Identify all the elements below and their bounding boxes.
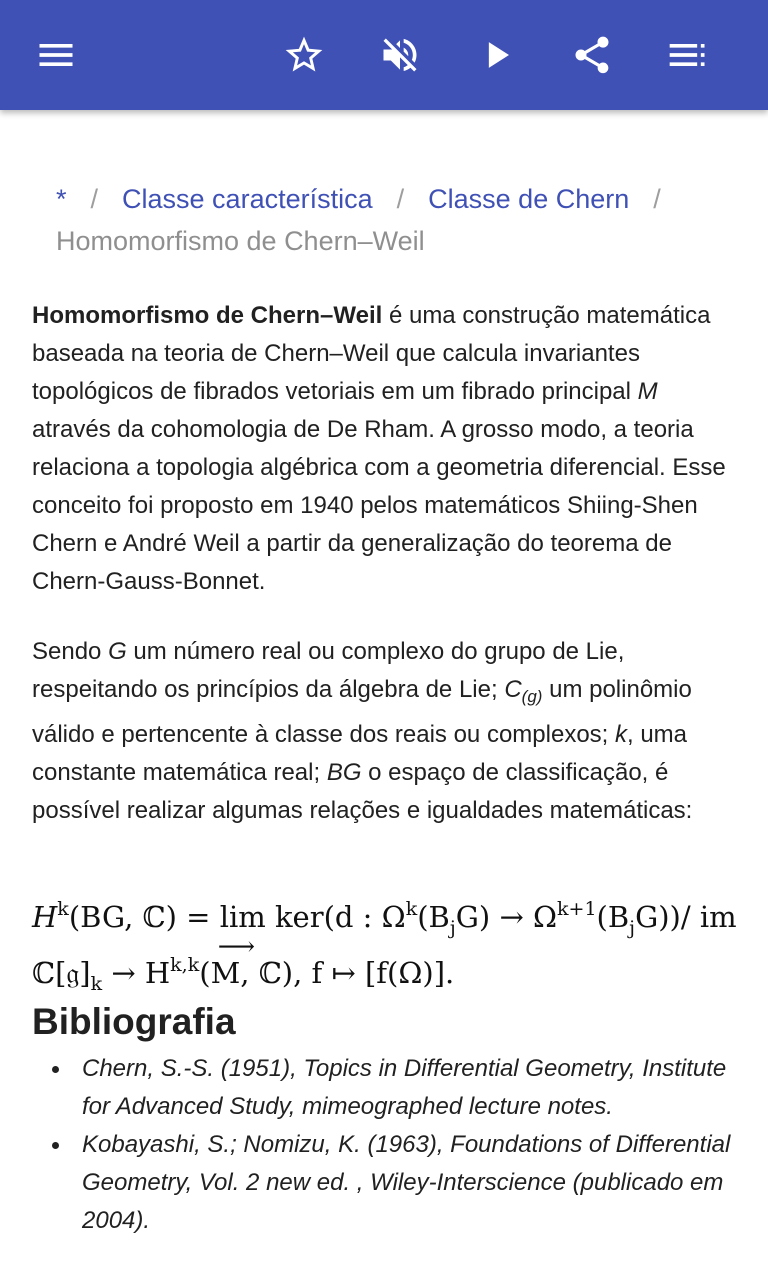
variable-g: G: [108, 638, 127, 665]
breadcrumb-root-link[interactable]: *: [56, 184, 67, 214]
variable-k: k: [615, 721, 627, 748]
formula-part: (B: [596, 900, 630, 934]
play-button[interactable]: [466, 23, 530, 87]
definition-text: um polinômio válido e pertencente à classe dos reais ou complexos;: [32, 676, 692, 748]
formula-part: G))/ im: [635, 900, 737, 934]
bibliography-item: Kobayashi, S.; Nomizu, K. (1963), Foundations of Differential Geometry, Vol. 2 new ed. , Wiley-Interscience (publicado em 2004).: [32, 1126, 742, 1240]
variable-c-subscript: (g): [521, 687, 543, 706]
variable-bg: BG: [326, 759, 362, 786]
formula-superscript: k: [405, 898, 418, 920]
formula-part: (M, ℂ), f ↦ [f(Ω)].: [199, 956, 455, 990]
breadcrumb-separator: /: [653, 184, 661, 214]
menu-button[interactable]: [24, 23, 88, 87]
intro-text: é uma construção matemática baseada na teoria de Chern–Weil que calcula invariantes topológicos de fibrados vetoriais em um fibrado principal: [32, 302, 711, 405]
formula-part: → H: [102, 956, 171, 990]
formula-lim-text: lim: [219, 900, 266, 934]
formula-line-2: [32, 946, 768, 1000]
variable-m: M: [637, 378, 658, 405]
star-outline-icon: [282, 33, 326, 77]
menu-icon: [34, 33, 78, 77]
definition-text: , uma constante matemática real;: [32, 721, 688, 786]
breadcrumb-separator: /: [90, 184, 99, 214]
share-icon: [570, 33, 614, 77]
bibliography-item: Chern, S.-S. (1951), Topics in Differential Geometry, Institute for Advanced Study, mimeographed lecture notes.: [32, 1050, 742, 1126]
formula-part: ker(d : Ω: [265, 900, 406, 934]
share-button[interactable]: [560, 23, 624, 87]
breadcrumb-link-classe-caracteristica[interactable]: Classe característica: [122, 184, 373, 214]
bibliography-heading: Bibliografia: [32, 1001, 236, 1042]
favorite-button[interactable]: [272, 23, 336, 87]
formula-subscript: k: [90, 973, 103, 995]
app-toolbar: [0, 0, 768, 110]
formula-part: (BG, ℂ) =: [68, 900, 220, 934]
formula-part: G) → Ω: [455, 900, 558, 934]
playlist-icon: [666, 33, 710, 77]
formula-superscript: k,k: [170, 954, 200, 976]
formula-subscript: j: [629, 917, 636, 939]
volume-off-icon: [378, 33, 422, 77]
intro-paragraph: [32, 297, 732, 601]
formula-part: (B: [417, 900, 450, 934]
intro-text: através da cohomologia de De Rham. A grosso modo, a teoria relaciona a topologia algébrica com a geometria diferencial. Esse conceito foi proposto em 1940 pelos matemáticos Shiing-Shen Chern e André Weil a partir da generalização do teorema de Chern-Gauss-Bonnet.: [32, 416, 726, 595]
breadcrumb-separator: /: [396, 184, 405, 214]
formula-part: H: [32, 900, 58, 934]
definition-text: o espaço de classificação, é possível realizar algumas relações e igualdades matemáticas:: [32, 759, 693, 824]
formula-limit: [217, 890, 266, 962]
mute-button[interactable]: [368, 23, 432, 87]
formula-superscript: k+1: [557, 898, 597, 920]
formula-line-1: [32, 890, 768, 962]
bibliography-list: [32, 1050, 742, 1240]
formula-superscript: k: [57, 898, 69, 920]
definition-paragraph: [32, 633, 732, 830]
breadcrumb-current: Homomorfismo de Chern–Weil: [56, 226, 425, 256]
contents-button[interactable]: [656, 23, 720, 87]
play-icon: [476, 33, 520, 77]
definition-text: um número real ou complexo do grupo de Lie, respeitando os princípios da álgebra de Lie;: [32, 638, 625, 703]
article-content: [0, 110, 768, 1280]
definition-text: Sendo: [32, 638, 109, 665]
formula-part: ℂ[𝔤]: [32, 956, 91, 990]
formula-lim-arrow: ⟶: [217, 932, 255, 962]
breadcrumb-link-classe-de-chern[interactable]: Classe de Chern: [428, 184, 630, 214]
breadcrumb: [56, 178, 736, 262]
article-term: Homomorfismo de Chern–Weil: [32, 302, 383, 329]
variable-c: C: [504, 676, 522, 703]
formula-subscript: j: [449, 917, 456, 939]
